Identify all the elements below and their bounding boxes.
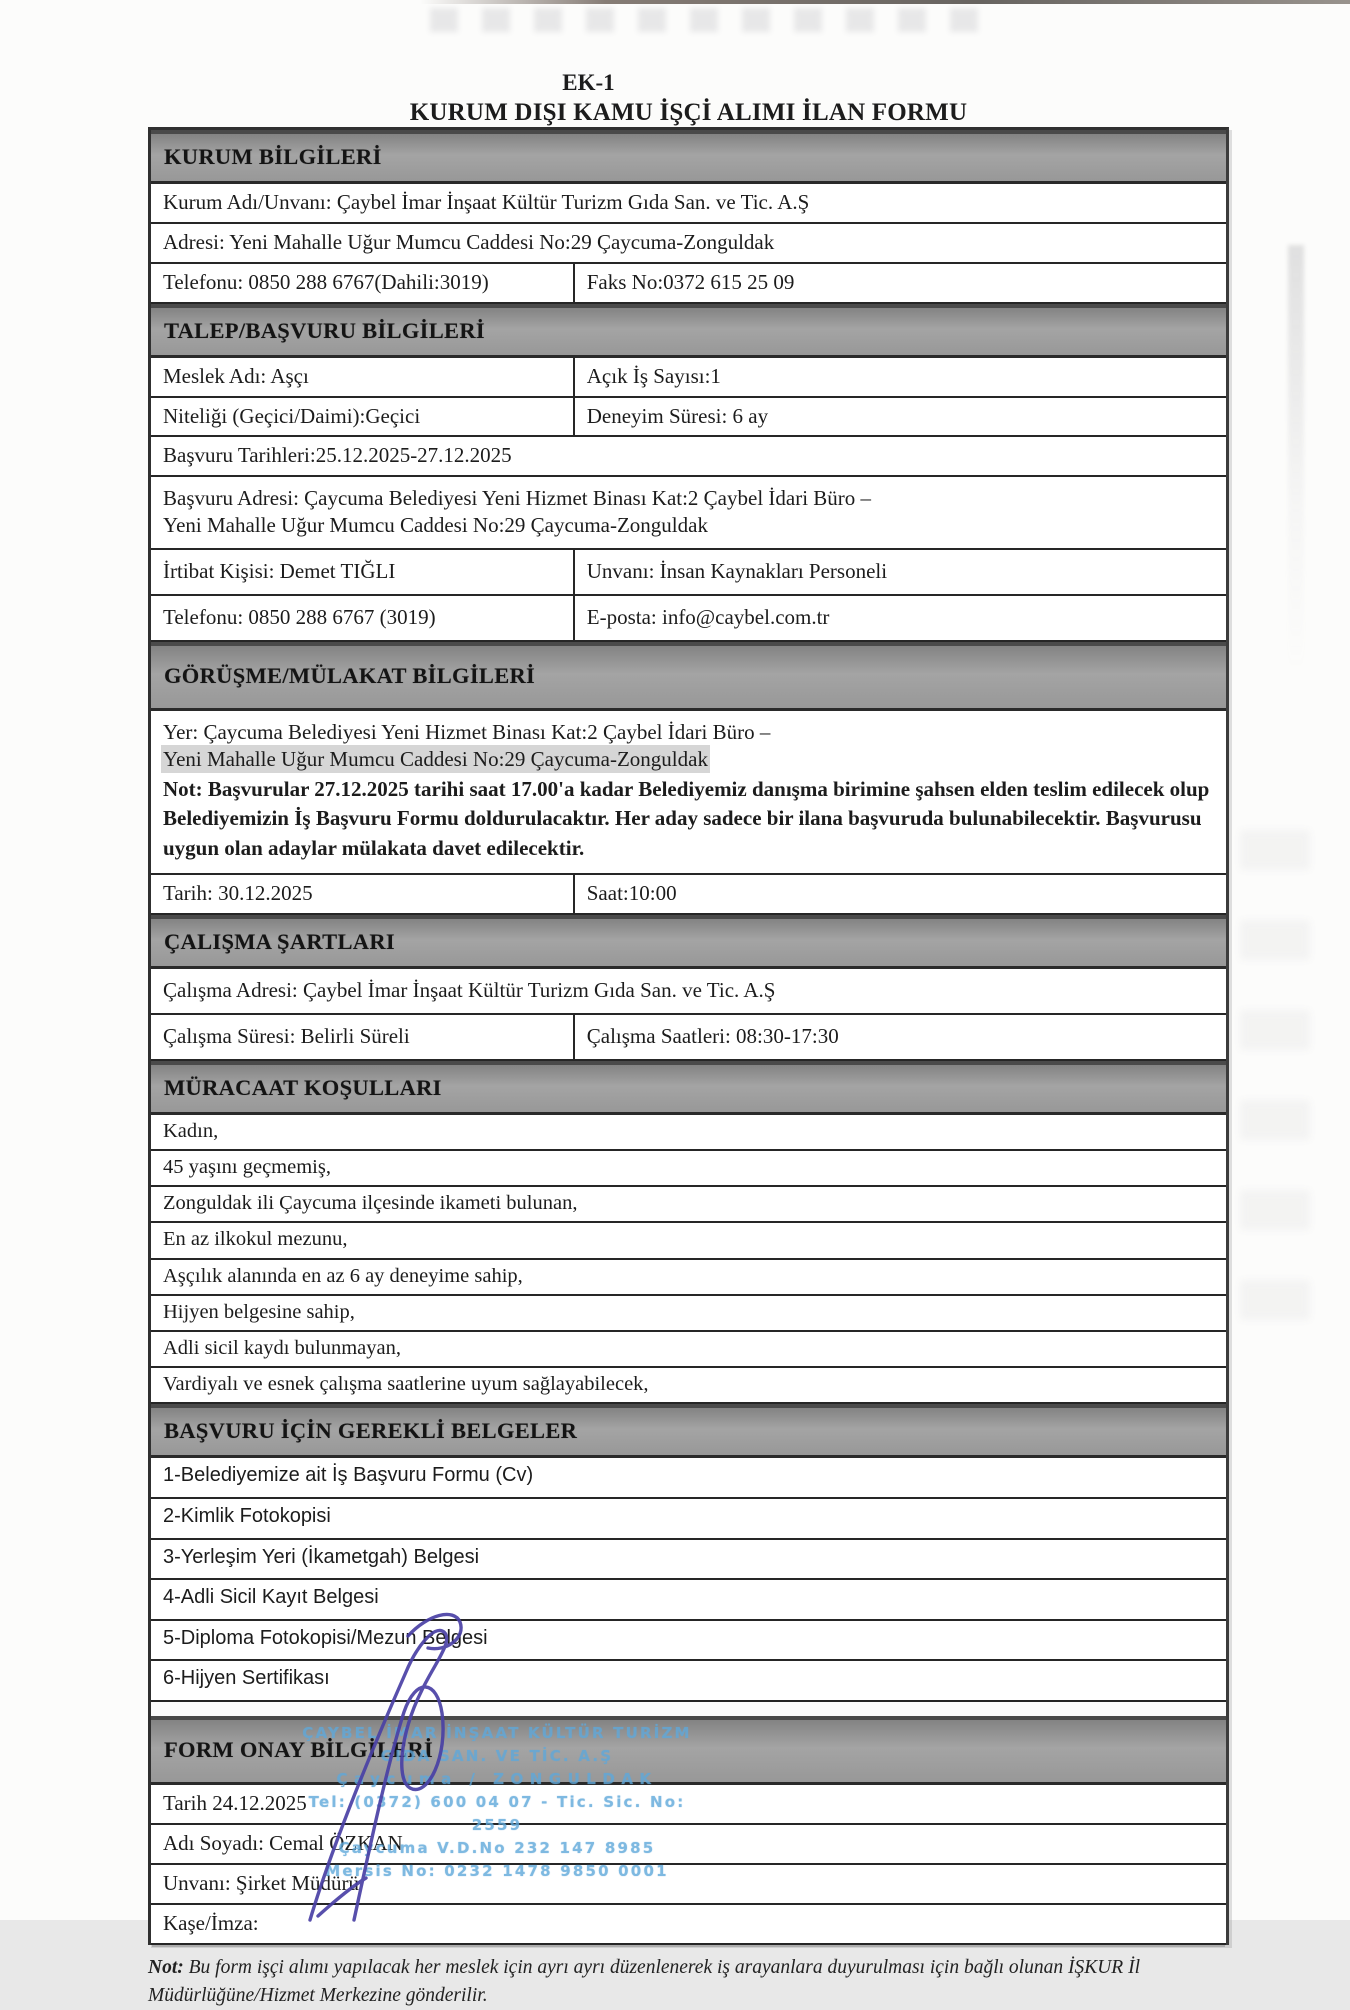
kurum-adi-value: Kurum Adı/Unvanı: Çaybel İmar İnşaat Kültür Turizm Gıda San. ve Tic. A.Ş [151,184,1226,222]
form-title: KURUM DIŞI KAMU İŞÇİ ALIMI İLAN FORMU [148,99,1229,127]
irtibat-telefon-value: Telefonu: 0850 288 6767 (3019) [151,596,575,640]
condition-row [151,1115,1226,1151]
scan-artifact-right-streak [1288,245,1304,675]
row-mulakat-tarih-saat [151,875,1226,915]
mulakat-not-text: Not: Başvurular 27.12.2025 tarihi saat 17.00'a kadar Belediyemiz danışma birimine şahsen elden teslim edilecek olup Belediyemizin İş Başvuru Formu doldurulacaktır. Her aday sadece bir ilana başvuruda bulunabilecektir. Başvurusu uygun olan adaylar mülakata davet edilecektir. [163,775,1238,864]
document-row [151,1540,1226,1581]
scan-artifact-top-edge [420,0,1350,4]
section-header-form-onay: FORM ONAY BİLGİLERİ [151,1716,1226,1785]
section-header-talep-basvuru: TALEP/BAŞVURU BİLGİLERİ [151,304,1226,358]
iskur-footnote [148,1954,1153,2010]
scan-artifact-right-smudge [1240,830,1310,1330]
kurum-adresi-value: Adresi: Yeni Mahalle Uğur Mumcu Caddesi No:29 Çaycuma-Zonguldak [151,224,1226,262]
deneyim-suresi-value: Deneyim Süresi: 6 ay [575,398,1226,436]
attachment-label: EK-1 [48,70,1129,96]
kurum-telefon-value: Telefonu: 0850 288 6767(Dahili:3019) [151,264,575,302]
document-row [151,1499,1226,1540]
mulakat-saat-value: Saat:10:00 [575,875,1226,913]
calisma-suresi-value: Çalışma Süresi: Belirli Süreli [151,1015,575,1059]
kase-imza-label: Kaşe/İmza: [151,1905,1226,1943]
section-header-gorusme-mulakat: GÖRÜŞME/MÜLAKAT BİLGİLERİ [151,642,1226,711]
row-yer-not [151,711,1226,875]
scan-artifact-ghost-text [430,8,990,32]
condition-row [151,1368,1226,1404]
form-header [148,70,1229,127]
signature-scribble [258,1598,518,1928]
condition-text: Kadın, [151,1115,1226,1149]
mulakat-tarih-value: Tarih: 30.12.2025 [151,875,575,913]
section-header-kurum-bilgileri: KURUM BİLGİLERİ [151,130,1226,184]
onay-adsoyad-value: Adı Soyadı: Cemal ÖZKAN [151,1825,1226,1863]
onay-unvan-value: Unvanı: Şirket Müdürü [151,1865,1226,1903]
condition-text: Adli sicil kaydı bulunmayan, [151,1332,1226,1366]
row-telefon-eposta [151,596,1226,642]
document-text: 4-Adli Sicil Kayıt Belgesi [151,1580,1226,1619]
condition-text: Hijyen belgesine sahip, [151,1296,1226,1330]
document-text: 3-Yerleşim Yeri (İkametgah) Belgesi [151,1540,1226,1579]
basvuru-adresi-value [151,477,1250,548]
row-basvuru-adresi [151,477,1226,550]
calisma-adresi-value: Çalışma Adresi: Çaybel İmar İnşaat Kültür Turizm Gıda San. ve Tic. A.Ş [151,969,1226,1013]
row-meslek-acikis [151,358,1226,398]
document-row [151,1458,1226,1499]
row-basvuru-tarihleri [151,437,1226,477]
condition-text: Vardiyalı ve esnek çalışma saatlerine uyum sağlayabilecek, [151,1368,1226,1402]
section-header-calisma-sartlari: ÇALIŞMA ŞARTLARI [151,915,1226,969]
mulakat-yer-line2 [163,746,1238,773]
section-header-muracaat-kosullari: MÜRACAAT KOŞULLARI [151,1061,1226,1115]
row-calisma-sure-saat [151,1015,1226,1061]
row-calisma-adresi [151,969,1226,1015]
footnote-text: Bu form işçi alımı yapılacak her meslek için ayrı ayrı düzenlenerek iş arayanlara duyurulması için bağlı olunan İŞKUR İl Müdürlüğüne/Hizmet Merkezine gönderilir. [148,1957,1140,2006]
condition-row [151,1332,1226,1368]
stamp-line-6: Mersis No: 0232 1478 9850 0001 [292,1860,702,1883]
row-irtibat-unvan [151,550,1226,596]
condition-row [151,1260,1226,1296]
condition-row [151,1223,1226,1259]
stamp-line-3: Çaycuma / ZONGULDAK [292,1768,702,1791]
irtibat-kisisi-value: İrtibat Kişisi: Demet TIĞLI [151,550,575,594]
row-nitelik-deneyim [151,398,1226,438]
section-header-gerekli-belgeler: BAŞVURU İÇİN GEREKLİ BELGELER [151,1404,1226,1458]
document-text: 1-Belediyemize ait İş Başvuru Formu (Cv) [151,1458,1226,1497]
stamp-line-5: Çaycuma V.D.No 232 147 8985 [292,1837,702,1860]
nitelik-value: Niteliği (Geçici/Daimi):Geçici [151,398,575,436]
row-kurum-adresi [151,224,1226,264]
condition-row [151,1151,1226,1187]
stamp-line-2: GIDA SAN. VE TİC. A.Ş [292,1745,702,1768]
basvuru-tarihleri-value: Başvuru Tarihleri:25.12.2025-27.12.2025 [151,437,1226,475]
condition-row [151,1187,1226,1223]
document-text: 2-Kimlik Fotokopisi [151,1499,1226,1538]
acik-is-sayisi-value: Açık İş Sayısı:1 [575,358,1226,396]
eposta-value: E-posta: info@caybel.com.tr [575,596,1226,640]
footnote-prefix: Not: [148,1957,184,1978]
condition-text: En az ilkokul mezunu, [151,1223,1226,1257]
irtibat-unvan-value: Unvanı: İnsan Kaynakları Personeli [575,550,1226,594]
basvuru-adresi-line2: Yeni Mahalle Uğur Mumcu Caddesi No:29 Çaycuma-Zonguldak [163,512,1238,539]
mulakat-yer-line1: Yer: Çaycuma Belediyesi Yeni Hizmet Binası Kat:2 Çaybel İdari Büro – [163,719,1238,746]
condition-row [151,1296,1226,1332]
condition-text: 45 yaşını geçmemiş, [151,1151,1226,1185]
document-text: 5-Diploma Fotokopisi/Mezun Belgesi [151,1621,1226,1660]
stamp-line-1: ÇAYBEL İMAR İNŞAAT KÜLTÜR TURİZM [292,1722,702,1745]
stamp-line-4: Tel: (0372) 600 04 07 - Tic. Sic. No: 2559 [292,1791,702,1837]
mulakat-yer-highlight: Yeni Mahalle Uğur Mumcu Caddesi No:29 Çaycuma-Zonguldak [163,747,708,771]
calisma-saatleri-value: Çalışma Saatleri: 08:30-17:30 [575,1015,1226,1059]
row-telefon-faks [151,264,1226,304]
kurum-faks-value: Faks No:0372 615 25 09 [575,264,1226,302]
meslek-adi-value: Meslek Adı: Aşçı [151,358,575,396]
basvuru-adresi-line1: Başvuru Adresi: Çaycuma Belediyesi Yeni Hizmet Binası Kat:2 Çaybel İdari Büro – [163,485,1238,512]
onay-tarih-value: Tarih 24.12.2025 [151,1785,1226,1823]
mulakat-yer-not [151,711,1250,873]
condition-text: Zonguldak ili Çaycuma ilçesinde ikameti bulunan, [151,1187,1226,1221]
row-kurum-adi [151,184,1226,224]
document-text: 6-Hijyen Sertifikası [151,1661,1226,1700]
condition-text: Aşçılık alanında en az 6 ay deneyime sahip, [151,1260,1226,1294]
